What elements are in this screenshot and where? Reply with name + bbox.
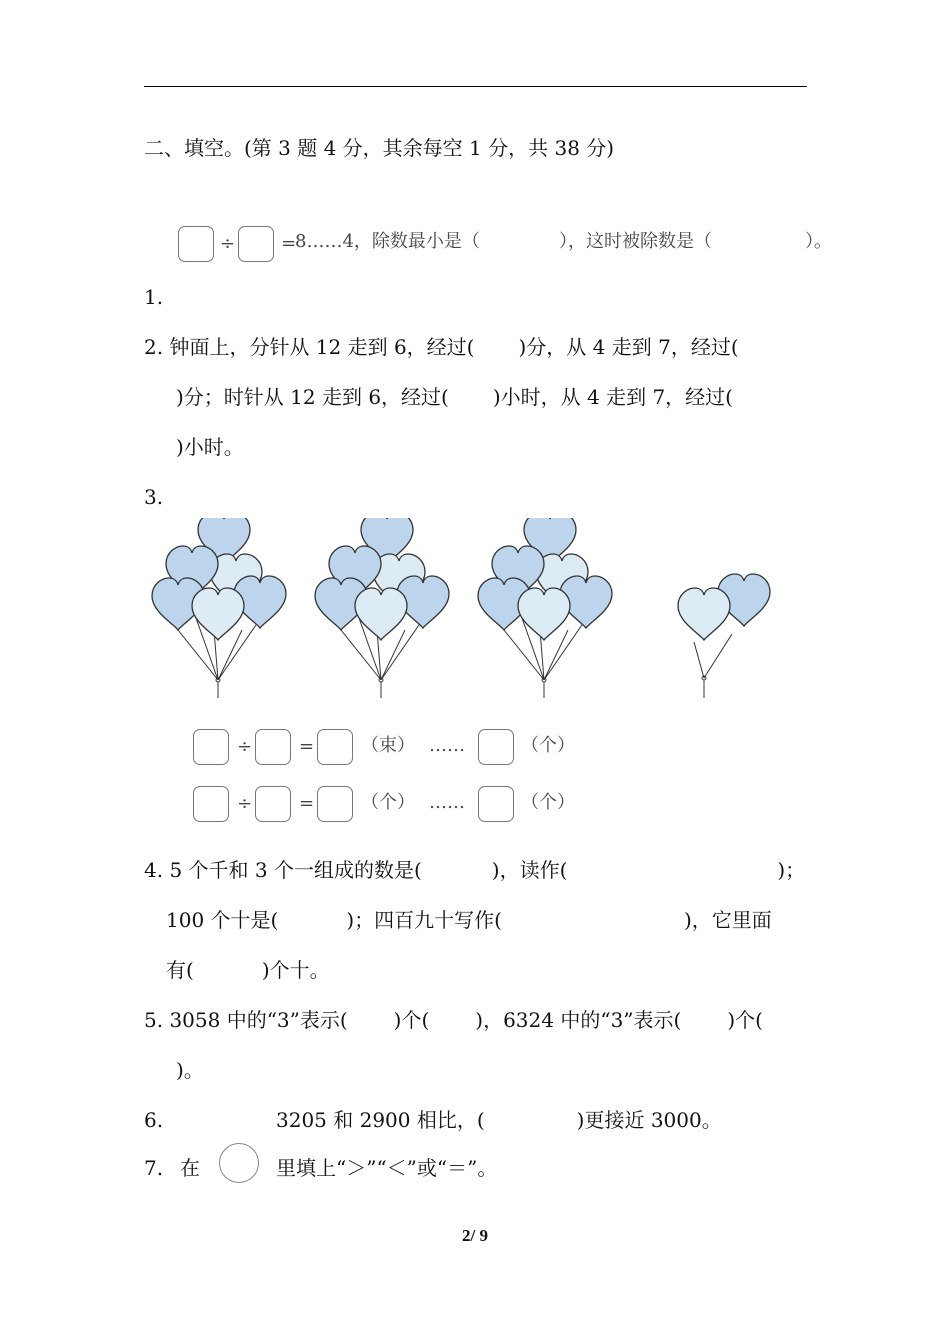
balloon (192, 588, 244, 640)
remainder-dots: …… (429, 792, 465, 813)
divide-sign: ÷ (237, 736, 253, 757)
q1-expression: 8……4，除数最小是（ (295, 231, 480, 252)
q1-equation (178, 226, 838, 266)
unit-label: （个） (361, 792, 415, 813)
q3-r1-box-2[interactable] (255, 729, 291, 765)
balloon (355, 588, 407, 640)
q3-equation-row-2 (193, 786, 613, 826)
q6-text: )更接近 3000。 (576, 1108, 722, 1132)
compare-circle[interactable] (219, 1143, 259, 1183)
q3-r2-box-1[interactable] (193, 786, 229, 822)
q4-text: 4. 5 个千和 3 个一组成的数是( (144, 858, 422, 882)
unit-label: （个） (521, 735, 575, 756)
q2-line3: )小时。 (176, 435, 244, 459)
equals-sign: = (299, 736, 315, 757)
q7-text-a: 在 (180, 1156, 200, 1180)
q5-text: )，6324 中的“3”表示( (475, 1008, 682, 1032)
balloon-bunch-2 (315, 518, 449, 698)
q2-text: )分；时针从 12 走到 6，经过( (176, 385, 449, 409)
q1-expression-mid: ），这时被除数是（ (559, 231, 712, 252)
q6-text: 3205 和 2900 相比，( (276, 1108, 485, 1132)
q3-r2-box-3[interactable] (317, 786, 353, 822)
q4-text: )个十。 (261, 958, 330, 982)
q5-line1 (144, 1008, 763, 1032)
q3-r1-box-1[interactable] (193, 729, 229, 765)
q6-number: 6. (144, 1108, 164, 1132)
q1-divisor-box[interactable] (238, 226, 274, 262)
q3-number: 3. (144, 485, 164, 509)
q4-text: )，它里面 (683, 908, 772, 932)
q2-text: )分，从 4 走到 7，经过( (518, 335, 739, 359)
unit-label: （个） (521, 792, 575, 813)
header-rule (144, 86, 807, 87)
q3-equation-row-1 (193, 729, 613, 769)
balloon-illustration (148, 518, 788, 702)
q4-text: 100 个十是( (166, 908, 279, 932)
q4-text: )； (777, 858, 806, 882)
q4-line2 (166, 908, 772, 932)
q7-number: 7. (144, 1156, 164, 1180)
unit-label: （束） (361, 735, 415, 756)
q4-text: )；四百九十写作( (346, 908, 502, 932)
q7-text-b: 里填上“＞”“＜”或“＝”。 (276, 1156, 498, 1180)
q5-text: 5. 3058 中的“3”表示( (144, 1008, 348, 1032)
balloon-bunch-3 (478, 518, 612, 698)
q1-expression-end: ）。 (805, 231, 832, 252)
q1-equals-sign: = (281, 233, 297, 254)
balloon-bunch-1 (152, 518, 286, 698)
remainder-dots: …… (429, 735, 465, 756)
equals-sign: = (299, 793, 315, 814)
q2-line2 (176, 385, 733, 409)
q3-r2-box-4[interactable] (478, 786, 514, 822)
divide-sign: ÷ (237, 793, 253, 814)
q1-number: 1. (144, 285, 164, 309)
q3-r1-box-3[interactable] (317, 729, 353, 765)
section-title: 二、填空。(第 3 题 4 分，其余每空 1 分，共 38 分) (144, 136, 615, 160)
q1-dividend-box[interactable] (178, 226, 214, 262)
q4-text: )，读作( (491, 858, 568, 882)
q5-text: )个( (393, 1008, 430, 1032)
q2-line1 (144, 335, 739, 359)
q5-line2: )。 (176, 1058, 204, 1082)
q4-line1 (144, 858, 805, 882)
balloon-bunch-4 (678, 574, 770, 698)
q3-r1-box-4[interactable] (478, 729, 514, 765)
q1-divide-sign: ÷ (220, 233, 236, 254)
q5-text: )个( (727, 1008, 763, 1032)
page-number: 2/ 9 (462, 1226, 488, 1245)
q2-text: 2. 钟面上，分针从 12 走到 6，经过( (144, 335, 475, 359)
balloon (518, 588, 570, 640)
balloon (678, 588, 730, 640)
q6-line (276, 1108, 722, 1132)
q4-text: 有( (166, 958, 194, 982)
q4-line3 (166, 958, 330, 982)
q2-text: )小时，从 4 走到 7，经过( (492, 385, 733, 409)
q3-r2-box-2[interactable] (255, 786, 291, 822)
